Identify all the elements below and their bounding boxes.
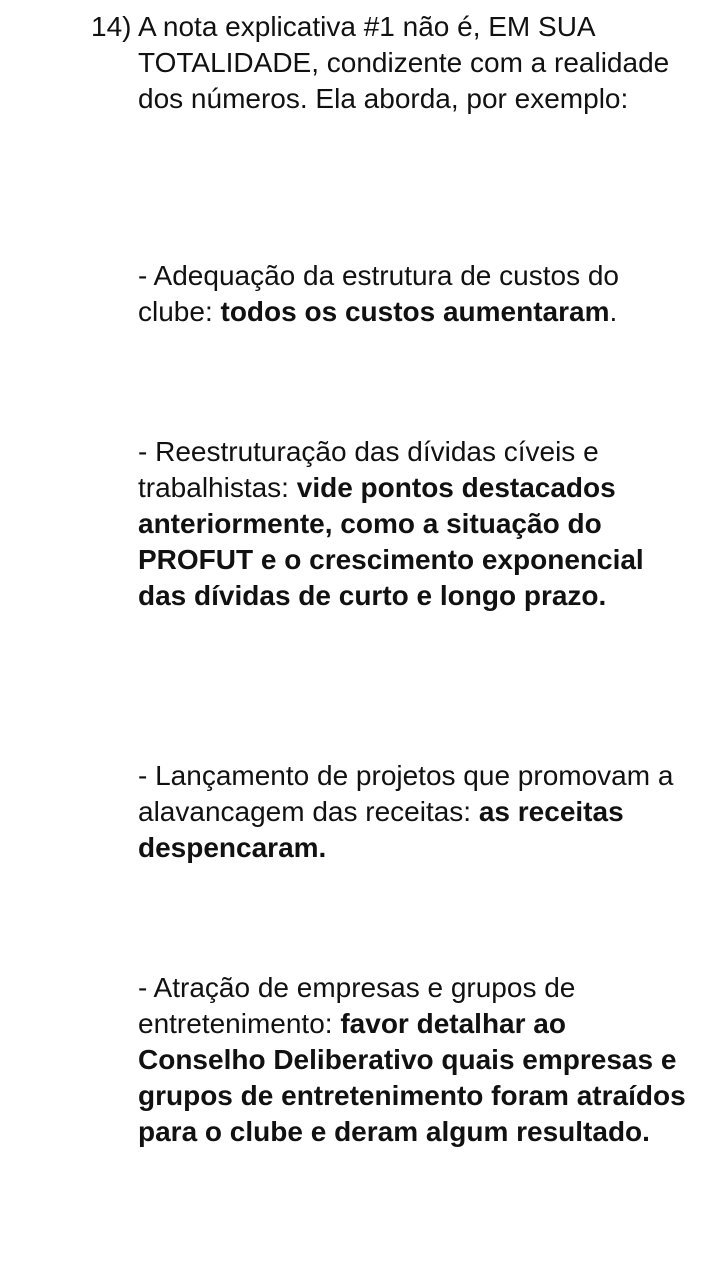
item-bold-text: vide pontos destacados anteriormente, como a situação do PROFUT e o crescimento exponencial das dívidas de curto e longo prazo. bbox=[138, 472, 644, 611]
question-14 bbox=[91, 9, 698, 117]
item-bold-text: todos os custos aumentaram bbox=[220, 296, 610, 327]
list-item bbox=[138, 258, 698, 330]
list-item bbox=[138, 434, 698, 614]
item-text: - Atração de empresas e grupos de entretenimento: bbox=[138, 972, 576, 1039]
question-text: A nota explicativa #1 não é, EM SUA TOTALIDADE, condizente com a realidade dos números. Ela aborda, por exemplo: bbox=[138, 11, 670, 114]
question-number: 14) bbox=[91, 11, 132, 42]
item-bold-text: as receitas despencaram. bbox=[138, 796, 624, 863]
list-item bbox=[138, 970, 698, 1150]
item-text: - Reestruturação das dívidas cíveis e trabalhistas: bbox=[138, 436, 599, 503]
item-text: - Lançamento de projetos que promovam a alavancagem das receitas: bbox=[138, 760, 674, 827]
item-text: - Adequação da estrutura de custos do clube: bbox=[138, 260, 619, 327]
item-bold-text: favor detalhar ao Conselho Deliberativo quais empresas e grupos de entretenimento foram atraídos para o clube e deram algum resultado. bbox=[138, 1008, 686, 1147]
item-tail: . bbox=[609, 296, 618, 327]
list-item bbox=[138, 758, 698, 866]
